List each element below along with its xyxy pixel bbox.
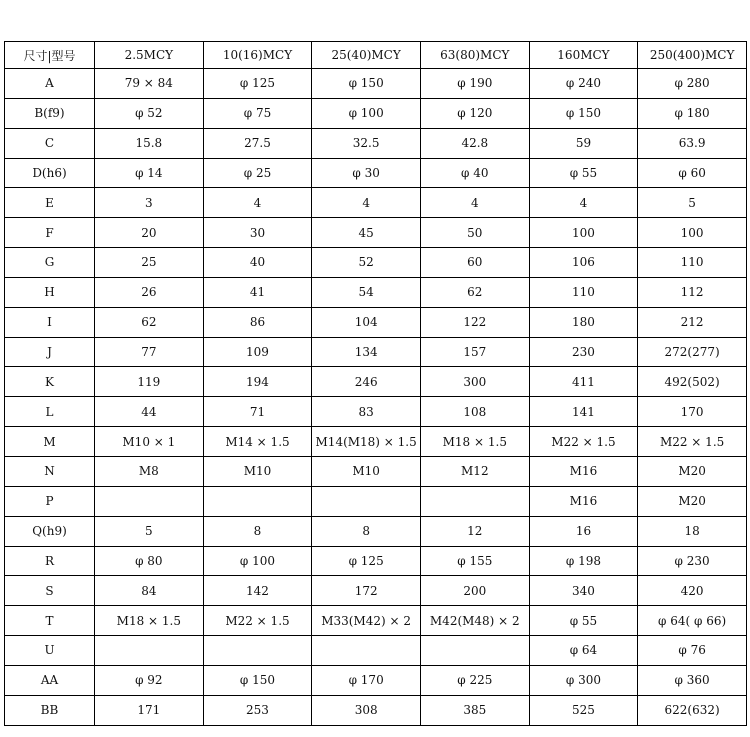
table-row bbox=[5, 606, 747, 636]
table-cell: 340 bbox=[529, 576, 638, 606]
table-cell: 50 bbox=[420, 218, 529, 248]
row-label-cell: G bbox=[5, 248, 95, 278]
table-cell: M22 × 1.5 bbox=[529, 427, 638, 457]
table-cell: 32.5 bbox=[312, 128, 421, 158]
table-cell: φ 150 bbox=[312, 69, 421, 99]
table-cell: 40 bbox=[203, 248, 312, 278]
table-cell: φ 100 bbox=[203, 546, 312, 576]
table-cell: 30 bbox=[203, 218, 312, 248]
table-row bbox=[5, 576, 747, 606]
table-cell: 79 × 84 bbox=[95, 69, 204, 99]
table-cell: 109 bbox=[203, 337, 312, 367]
table-cell: φ 180 bbox=[638, 98, 747, 128]
dimension-table-container bbox=[4, 41, 747, 726]
table-cell: φ 170 bbox=[312, 665, 421, 695]
table-cell: M18 × 1.5 bbox=[95, 606, 204, 636]
table-cell: 106 bbox=[529, 248, 638, 278]
row-label-cell: Q(h9) bbox=[5, 516, 95, 546]
table-cell: 253 bbox=[203, 695, 312, 725]
table-cell: M22 × 1.5 bbox=[638, 427, 747, 457]
dimension-table bbox=[4, 41, 747, 726]
table-cell: φ 30 bbox=[312, 158, 421, 188]
table-cell: M18 × 1.5 bbox=[420, 427, 529, 457]
table-cell: 104 bbox=[312, 307, 421, 337]
table-cell: 45 bbox=[312, 218, 421, 248]
table-cell: φ 100 bbox=[312, 98, 421, 128]
table-cell: φ 14 bbox=[95, 158, 204, 188]
table-cell: φ 125 bbox=[203, 69, 312, 99]
table-cell: 3 bbox=[95, 188, 204, 218]
table-cell: φ 60 bbox=[638, 158, 747, 188]
table-cell: 230 bbox=[529, 337, 638, 367]
row-label-cell: I bbox=[5, 307, 95, 337]
table-cell: M42(M48) × 2 bbox=[420, 606, 529, 636]
table-cell: M8 bbox=[95, 456, 204, 486]
table-cell: 15.8 bbox=[95, 128, 204, 158]
table-cell: M20 bbox=[638, 456, 747, 486]
table-row bbox=[5, 486, 747, 516]
table-cell: φ 240 bbox=[529, 69, 638, 99]
table-cell: M33(M42) × 2 bbox=[312, 606, 421, 636]
table-cell: 100 bbox=[529, 218, 638, 248]
table-cell: φ 55 bbox=[529, 158, 638, 188]
table-cell: 4 bbox=[529, 188, 638, 218]
table-row bbox=[5, 248, 747, 278]
row-label-cell: A bbox=[5, 69, 95, 99]
table-cell: 20 bbox=[95, 218, 204, 248]
table-cell: φ 190 bbox=[420, 69, 529, 99]
table-cell: φ 198 bbox=[529, 546, 638, 576]
table-header-row bbox=[5, 42, 747, 69]
table-row bbox=[5, 695, 747, 725]
table-cell: φ 225 bbox=[420, 665, 529, 695]
table-row bbox=[5, 69, 747, 99]
table-cell: φ 120 bbox=[420, 98, 529, 128]
row-label-cell: T bbox=[5, 606, 95, 636]
table-row bbox=[5, 307, 747, 337]
header-cell-model: 250(400)MCY bbox=[638, 42, 747, 69]
table-cell: 26 bbox=[95, 277, 204, 307]
table-cell: 44 bbox=[95, 397, 204, 427]
row-label-cell: M bbox=[5, 427, 95, 457]
table-cell: 246 bbox=[312, 367, 421, 397]
row-label-cell: L bbox=[5, 397, 95, 427]
table-cell: 180 bbox=[529, 307, 638, 337]
table-row bbox=[5, 516, 747, 546]
table-row bbox=[5, 128, 747, 158]
table-cell: φ 64 bbox=[529, 636, 638, 666]
table-cell: φ 55 bbox=[529, 606, 638, 636]
table-cell: M14(M18) × 1.5 bbox=[312, 427, 421, 457]
table-cell: 525 bbox=[529, 695, 638, 725]
table-cell: 83 bbox=[312, 397, 421, 427]
table-cell bbox=[95, 636, 204, 666]
table-cell: M22 × 1.5 bbox=[203, 606, 312, 636]
table-cell: 52 bbox=[312, 248, 421, 278]
table-cell: 110 bbox=[529, 277, 638, 307]
table-row bbox=[5, 337, 747, 367]
table-cell: 110 bbox=[638, 248, 747, 278]
row-label-cell: S bbox=[5, 576, 95, 606]
table-cell: 63.9 bbox=[638, 128, 747, 158]
table-cell: 18 bbox=[638, 516, 747, 546]
table-row bbox=[5, 218, 747, 248]
table-cell: 12 bbox=[420, 516, 529, 546]
row-label-cell: H bbox=[5, 277, 95, 307]
table-cell: 142 bbox=[203, 576, 312, 606]
table-cell: φ 150 bbox=[203, 665, 312, 695]
table-row bbox=[5, 277, 747, 307]
table-cell: 41 bbox=[203, 277, 312, 307]
table-cell: 27.5 bbox=[203, 128, 312, 158]
header-cell-model: 160MCY bbox=[529, 42, 638, 69]
table-cell: 108 bbox=[420, 397, 529, 427]
row-label-cell: B(f9) bbox=[5, 98, 95, 128]
table-cell bbox=[420, 636, 529, 666]
table-cell: 16 bbox=[529, 516, 638, 546]
row-label-cell: K bbox=[5, 367, 95, 397]
table-cell: 172 bbox=[312, 576, 421, 606]
table-cell bbox=[312, 636, 421, 666]
row-label-cell: BB bbox=[5, 695, 95, 725]
table-row bbox=[5, 456, 747, 486]
table-cell: 308 bbox=[312, 695, 421, 725]
header-cell-model: 10(16)MCY bbox=[203, 42, 312, 69]
table-cell: 4 bbox=[420, 188, 529, 218]
row-label-cell: F bbox=[5, 218, 95, 248]
table-cell: 71 bbox=[203, 397, 312, 427]
table-cell: φ 64( φ 66) bbox=[638, 606, 747, 636]
table-cell: M16 bbox=[529, 456, 638, 486]
table-cell: φ 230 bbox=[638, 546, 747, 576]
row-label-cell: D(h6) bbox=[5, 158, 95, 188]
table-cell: 272(277) bbox=[638, 337, 747, 367]
row-label-cell: N bbox=[5, 456, 95, 486]
table-cell bbox=[203, 486, 312, 516]
table-cell: 77 bbox=[95, 337, 204, 367]
row-label-cell: R bbox=[5, 546, 95, 576]
table-cell: M20 bbox=[638, 486, 747, 516]
header-cell-model: 2.5MCY bbox=[95, 42, 204, 69]
table-cell: 8 bbox=[203, 516, 312, 546]
row-label-cell: C bbox=[5, 128, 95, 158]
table-cell: 141 bbox=[529, 397, 638, 427]
table-cell: 59 bbox=[529, 128, 638, 158]
table-cell: φ 155 bbox=[420, 546, 529, 576]
table-row bbox=[5, 367, 747, 397]
table-cell: φ 92 bbox=[95, 665, 204, 695]
table-row bbox=[5, 546, 747, 576]
table-cell: 622(632) bbox=[638, 695, 747, 725]
table-cell: 42.8 bbox=[420, 128, 529, 158]
table-row bbox=[5, 427, 747, 457]
table-cell: φ 52 bbox=[95, 98, 204, 128]
table-cell: M10 bbox=[312, 456, 421, 486]
row-label-cell: U bbox=[5, 636, 95, 666]
table-cell: 420 bbox=[638, 576, 747, 606]
table-cell bbox=[95, 486, 204, 516]
table-cell: 100 bbox=[638, 218, 747, 248]
table-cell: 411 bbox=[529, 367, 638, 397]
table-cell: M16 bbox=[529, 486, 638, 516]
table-row bbox=[5, 98, 747, 128]
table-cell: 385 bbox=[420, 695, 529, 725]
table-cell: 62 bbox=[420, 277, 529, 307]
table-cell: M10 × 1 bbox=[95, 427, 204, 457]
table-cell: M10 bbox=[203, 456, 312, 486]
table-cell: φ 300 bbox=[529, 665, 638, 695]
table-cell: 134 bbox=[312, 337, 421, 367]
table-cell: M14 × 1.5 bbox=[203, 427, 312, 457]
table-row bbox=[5, 636, 747, 666]
table-cell bbox=[420, 486, 529, 516]
table-row bbox=[5, 397, 747, 427]
table-cell: 170 bbox=[638, 397, 747, 427]
table-cell: 171 bbox=[95, 695, 204, 725]
table-cell: 25 bbox=[95, 248, 204, 278]
table-cell: φ 360 bbox=[638, 665, 747, 695]
header-cell-dimension-model: 尺寸|型号 bbox=[5, 42, 95, 69]
table-cell: 5 bbox=[638, 188, 747, 218]
table-row bbox=[5, 665, 747, 695]
table-cell: 54 bbox=[312, 277, 421, 307]
row-label-cell: E bbox=[5, 188, 95, 218]
table-cell: φ 76 bbox=[638, 636, 747, 666]
table-cell: φ 75 bbox=[203, 98, 312, 128]
table-cell bbox=[312, 486, 421, 516]
row-label-cell: AA bbox=[5, 665, 95, 695]
table-cell: 86 bbox=[203, 307, 312, 337]
table-cell: 60 bbox=[420, 248, 529, 278]
table-row bbox=[5, 188, 747, 218]
table-cell bbox=[203, 636, 312, 666]
row-label-cell: J bbox=[5, 337, 95, 367]
table-cell: φ 80 bbox=[95, 546, 204, 576]
table-cell: 112 bbox=[638, 277, 747, 307]
table-cell: 122 bbox=[420, 307, 529, 337]
table-cell: 4 bbox=[203, 188, 312, 218]
table-cell: φ 150 bbox=[529, 98, 638, 128]
table-cell: 4 bbox=[312, 188, 421, 218]
table-cell: M12 bbox=[420, 456, 529, 486]
table-cell: 8 bbox=[312, 516, 421, 546]
table-cell: φ 280 bbox=[638, 69, 747, 99]
table-cell: φ 25 bbox=[203, 158, 312, 188]
table-cell: 157 bbox=[420, 337, 529, 367]
row-label-cell: P bbox=[5, 486, 95, 516]
table-cell: 62 bbox=[95, 307, 204, 337]
table-cell: 300 bbox=[420, 367, 529, 397]
table-cell: 212 bbox=[638, 307, 747, 337]
table-row bbox=[5, 158, 747, 188]
table-cell: 119 bbox=[95, 367, 204, 397]
table-cell: 5 bbox=[95, 516, 204, 546]
table-cell: 194 bbox=[203, 367, 312, 397]
table-cell: 492(502) bbox=[638, 367, 747, 397]
header-cell-model: 63(80)MCY bbox=[420, 42, 529, 69]
table-cell: 200 bbox=[420, 576, 529, 606]
header-cell-model: 25(40)MCY bbox=[312, 42, 421, 69]
table-cell: 84 bbox=[95, 576, 204, 606]
table-cell: φ 40 bbox=[420, 158, 529, 188]
table-cell: φ 125 bbox=[312, 546, 421, 576]
